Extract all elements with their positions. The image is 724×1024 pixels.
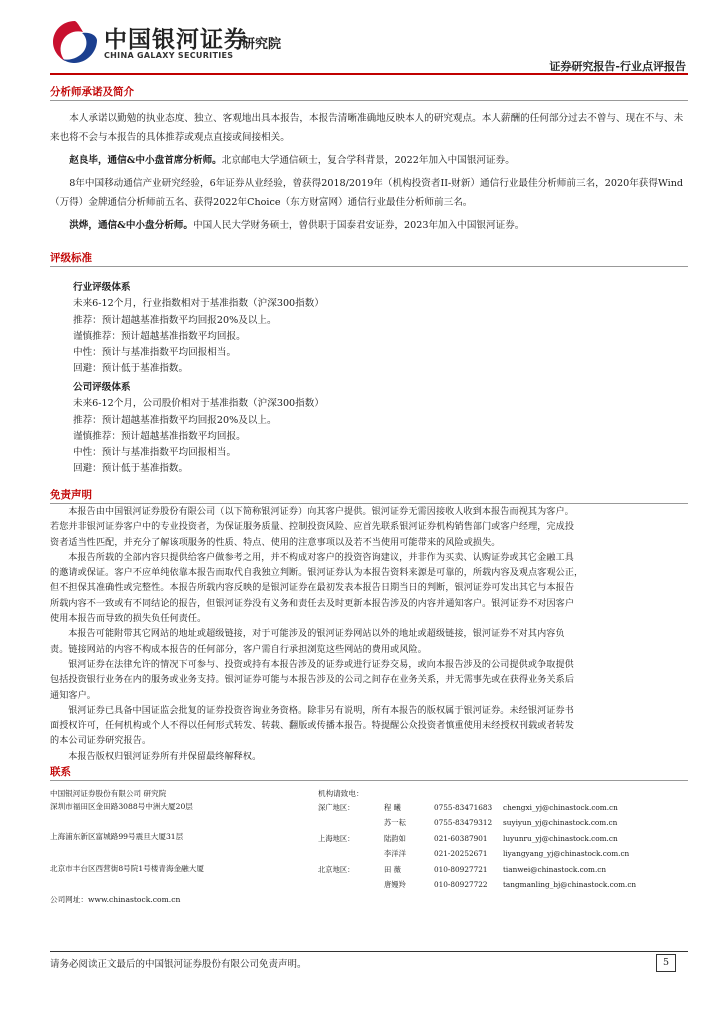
industry-rating-block (73, 280, 324, 378)
contact-website: 公司网址：www.chinastock.com.cn (50, 895, 181, 904)
rating-line: 中性：预计与基准指数平均回报相当。 (73, 347, 237, 359)
office-contact-name: 程 曦 (384, 803, 401, 812)
disclaimer-line: 面授权许可，任何机构或个人不得以任何形式转发、转载、翻版或传播本报告。特提醒公众投资者慎重使用未经授权刊载或者转发 (50, 721, 575, 732)
disclaimer-line: 银河证券已具备中国证监会批复的证券投资咨询业务资格。除非另有说明，所有本报告的版权属于银河证券。未经银河证券书 (68, 705, 574, 716)
office-phone: 0755-83471683 (434, 803, 493, 812)
contact-address: 北京市丰台区西营街8号院1号楼青海金融大厦 (50, 864, 204, 873)
rating-line: 未来6-12个月，行业指数相对于基准指数（沪深300指数） (73, 298, 324, 310)
disclaimer-line: 责。链接网站的内容不构成本报告的任何部分，客户需自行承担浏览这些网站的费用或风险。 (50, 644, 427, 655)
office-row (318, 849, 688, 863)
office-region: 北京地区： (318, 865, 355, 874)
office-row (318, 865, 688, 879)
office-contact-name: 田 薇 (384, 865, 401, 874)
rating-line: 推荐：预计超越基准指数平均回报20%及以上。 (73, 314, 277, 326)
disclaimer-line: 的邀请或保证。客户不应单纯依靠本报告而取代自我独立判断。银河证券认为本报告资料来源是可靠的，所载内容及观点客观公正， (50, 568, 584, 579)
company-rating-heading: 公司评级体系 (73, 382, 131, 393)
rating-line: 回避：预计低于基准指数。 (73, 363, 189, 375)
page-number: 5 (656, 954, 676, 972)
logo-english-name: CHINA GALAXY SECURITIES (104, 51, 234, 60)
rating-line: 推荐：预计超越基准指数平均回报20%及以上。 (73, 414, 277, 426)
contact-address: 上海浦东新区富城路99号震旦大厦31层 (50, 832, 184, 841)
section-divider (50, 780, 688, 781)
contact-company-name: 中国银河证券股份有限公司 研究院 (50, 789, 167, 798)
disclaimer-line: 本报告由中国银河证券股份有限公司（以下简称银河证券）向其客户提供。银河证券无需因接收人收到本报告而视其为客户。 (68, 507, 574, 517)
office-phone: 021-20252671 (434, 849, 488, 858)
disclaimer-line: 使用本报告而导致的损失负任何责任。 (50, 614, 207, 625)
office-region: 上海地区： (318, 834, 355, 843)
analyst1-experience: 8年中国移动通信产业研究经验，6年证券从业经验，曾获得2018/2019年（机构投资者II-财新）通信行业最佳分析师前三名，2020年获得Wind（万得）金牌通信分析师前五名、获得2022年Choice（东方财富网）通信行业最佳分析师前三名。 (50, 178, 684, 208)
contact-section-title: 联系 (50, 766, 71, 778)
rating-line: 谨慎推荐：预计超越基准指数平均回报。 (73, 330, 246, 342)
office-phone: 0755-83479312 (434, 818, 493, 827)
office-phone: 010-80927722 (434, 880, 488, 889)
rating-section-title: 评级标准 (50, 252, 92, 264)
office-row (318, 818, 688, 832)
office-email[interactable]: liyangyang_yj@chinastock.com.cn (503, 849, 630, 858)
disclaimer-line: 银河证券在法律允许的情况下可参与、投资或持有本报告涉及的证券或进行证券交易，或向本报告涉及的公司提供或争取提供 (68, 659, 574, 670)
office-row (318, 834, 688, 848)
analyst2-line (50, 216, 688, 235)
disclaimer-line: 本报告所载的全部内容只提供给客户做参考之用，并不构成对客户的投资咨询建议，并非作为买卖、认购证券或其它金融工具 (68, 552, 574, 563)
disclaimer-line: 若您并非银河证券客户中的专业投资者，为保证服务质量、控制投资风险、应首先联系银河证券机构销售部门或客户经理，完成投 (50, 522, 575, 533)
section-divider (50, 266, 688, 267)
disclaimer-line: 本报告版权归银河证券所有并保留最终解释权。 (68, 751, 262, 762)
disclaimer-body (50, 505, 688, 765)
office-row (318, 880, 688, 894)
office-contact-name: 李洋洋 (384, 849, 406, 858)
office-email[interactable]: tianwei@chinastock.com.cn (503, 865, 607, 874)
analyst2-bio: 中国人民大学财务硕士，曾供职于国泰君安证券，2023年加入中国银河证券。 (192, 220, 525, 231)
office-contact-name: 陆韵如 (384, 834, 406, 843)
office-email[interactable]: chengxi_yj@chinastock.com.cn (503, 803, 618, 812)
footer-divider (50, 951, 688, 952)
rating-line: 谨慎推荐：预计超越基准指数平均回报。 (73, 430, 246, 442)
office-phone: 021-60387901 (434, 834, 488, 843)
office-phone: 010-80927721 (434, 865, 488, 874)
logo-chinese-name: 中国银河证券 (104, 27, 248, 53)
logo-institute: 研究院 (242, 37, 282, 52)
office-contact-name: 唐嫚羚 (384, 880, 406, 889)
office-email[interactable]: luyunru_yj@chinastock.com.cn (503, 834, 618, 843)
analyst-section-title: 分析师承诺及简介 (50, 86, 134, 98)
header-divider (50, 73, 688, 75)
analyst2-name: 洪烨，通信&中小盘分析师。 (69, 220, 193, 231)
disclaimer-line: 通知客户。 (50, 690, 96, 701)
disclaimer-line: 包括投资银行业务在内的服务或业务支持。银河证券可能与本报告涉及的公司之间存在业务关系，并无需事先或在获得业务关系后 (50, 675, 575, 686)
disclaimer-line: 但不担保其准确性或完整性。本报告所载内容反映的是银河证券在最初发表本报告日期当日的判断，银河证券可发出其它与本报告 (50, 583, 575, 594)
disclaimer-line: 本报告可能附带其它网站的地址或超级链接，对于可能涉及的银河证券网站以外的地址或超级链接，银河证券不对其内容负 (68, 629, 565, 640)
company-rating-block (73, 380, 324, 478)
office-email[interactable]: tangmanling_bj@chinastock.com.cn (503, 880, 637, 889)
section-divider (50, 100, 688, 101)
office-contact-name: 苏一耘 (384, 818, 406, 827)
disclaimer-line: 资者适当性匹配，并充分了解该项服务的性质、特点、使用的注意事项以及若不当使用可能带来的风险或损失。 (50, 537, 501, 548)
rating-line: 中性：预计与基准指数平均回报相当。 (73, 447, 237, 459)
disclaimer-line: 的本公司证券研究报告。 (50, 736, 152, 747)
disclaimer-line: 所载内容不一致或有不同结论的报告，但银河证券没有义务和责任去及时更新本报告涉及的内容并通知客户。银河证券不对因客户 (50, 598, 575, 609)
analyst1-bio: 北京邮电大学通信硕士，复合学科背景，2022年加入中国银河证券。 (221, 155, 515, 166)
contact-address: 深圳市福田区金田路3088号中洲大厦20层 (50, 802, 193, 811)
section-divider (50, 503, 688, 504)
office-region: 深广地区： (318, 803, 355, 812)
analyst1-line (50, 151, 688, 170)
office-row (318, 803, 688, 817)
galaxy-logo-icon (50, 18, 100, 66)
analyst-commitment: 本人承诺以勤勉的执业态度、独立、客观地出具本报告，本报告清晰准确地反映本人的研究观点。本人薪酬的任何部分过去不曾与、现在不与、未来也将不会与本报告的具体推荐或观点直接或间接相关。 (50, 113, 684, 143)
office-email[interactable]: suyiyun_yj@chinastock.com.cn (503, 818, 618, 827)
analyst-section-body (50, 109, 688, 235)
footer-disclaimer-note: 请务必阅读正文最后的中国银河证券股份有限公司免责声明。 (50, 959, 307, 970)
report-type: 证券研究报告-行业点评报告 (549, 60, 686, 73)
rating-line: 回避：预计低于基准指数。 (73, 463, 189, 475)
disclaimer-section-title: 免责声明 (50, 489, 92, 501)
industry-rating-heading: 行业评级体系 (73, 282, 131, 293)
sales-heading: 机构请致电： (318, 789, 364, 798)
rating-line: 未来6-12个月，公司股价相对于基准指数（沪深300指数） (73, 398, 324, 410)
analyst1-name: 赵良毕，通信&中小盘首席分析师。 (69, 155, 222, 166)
